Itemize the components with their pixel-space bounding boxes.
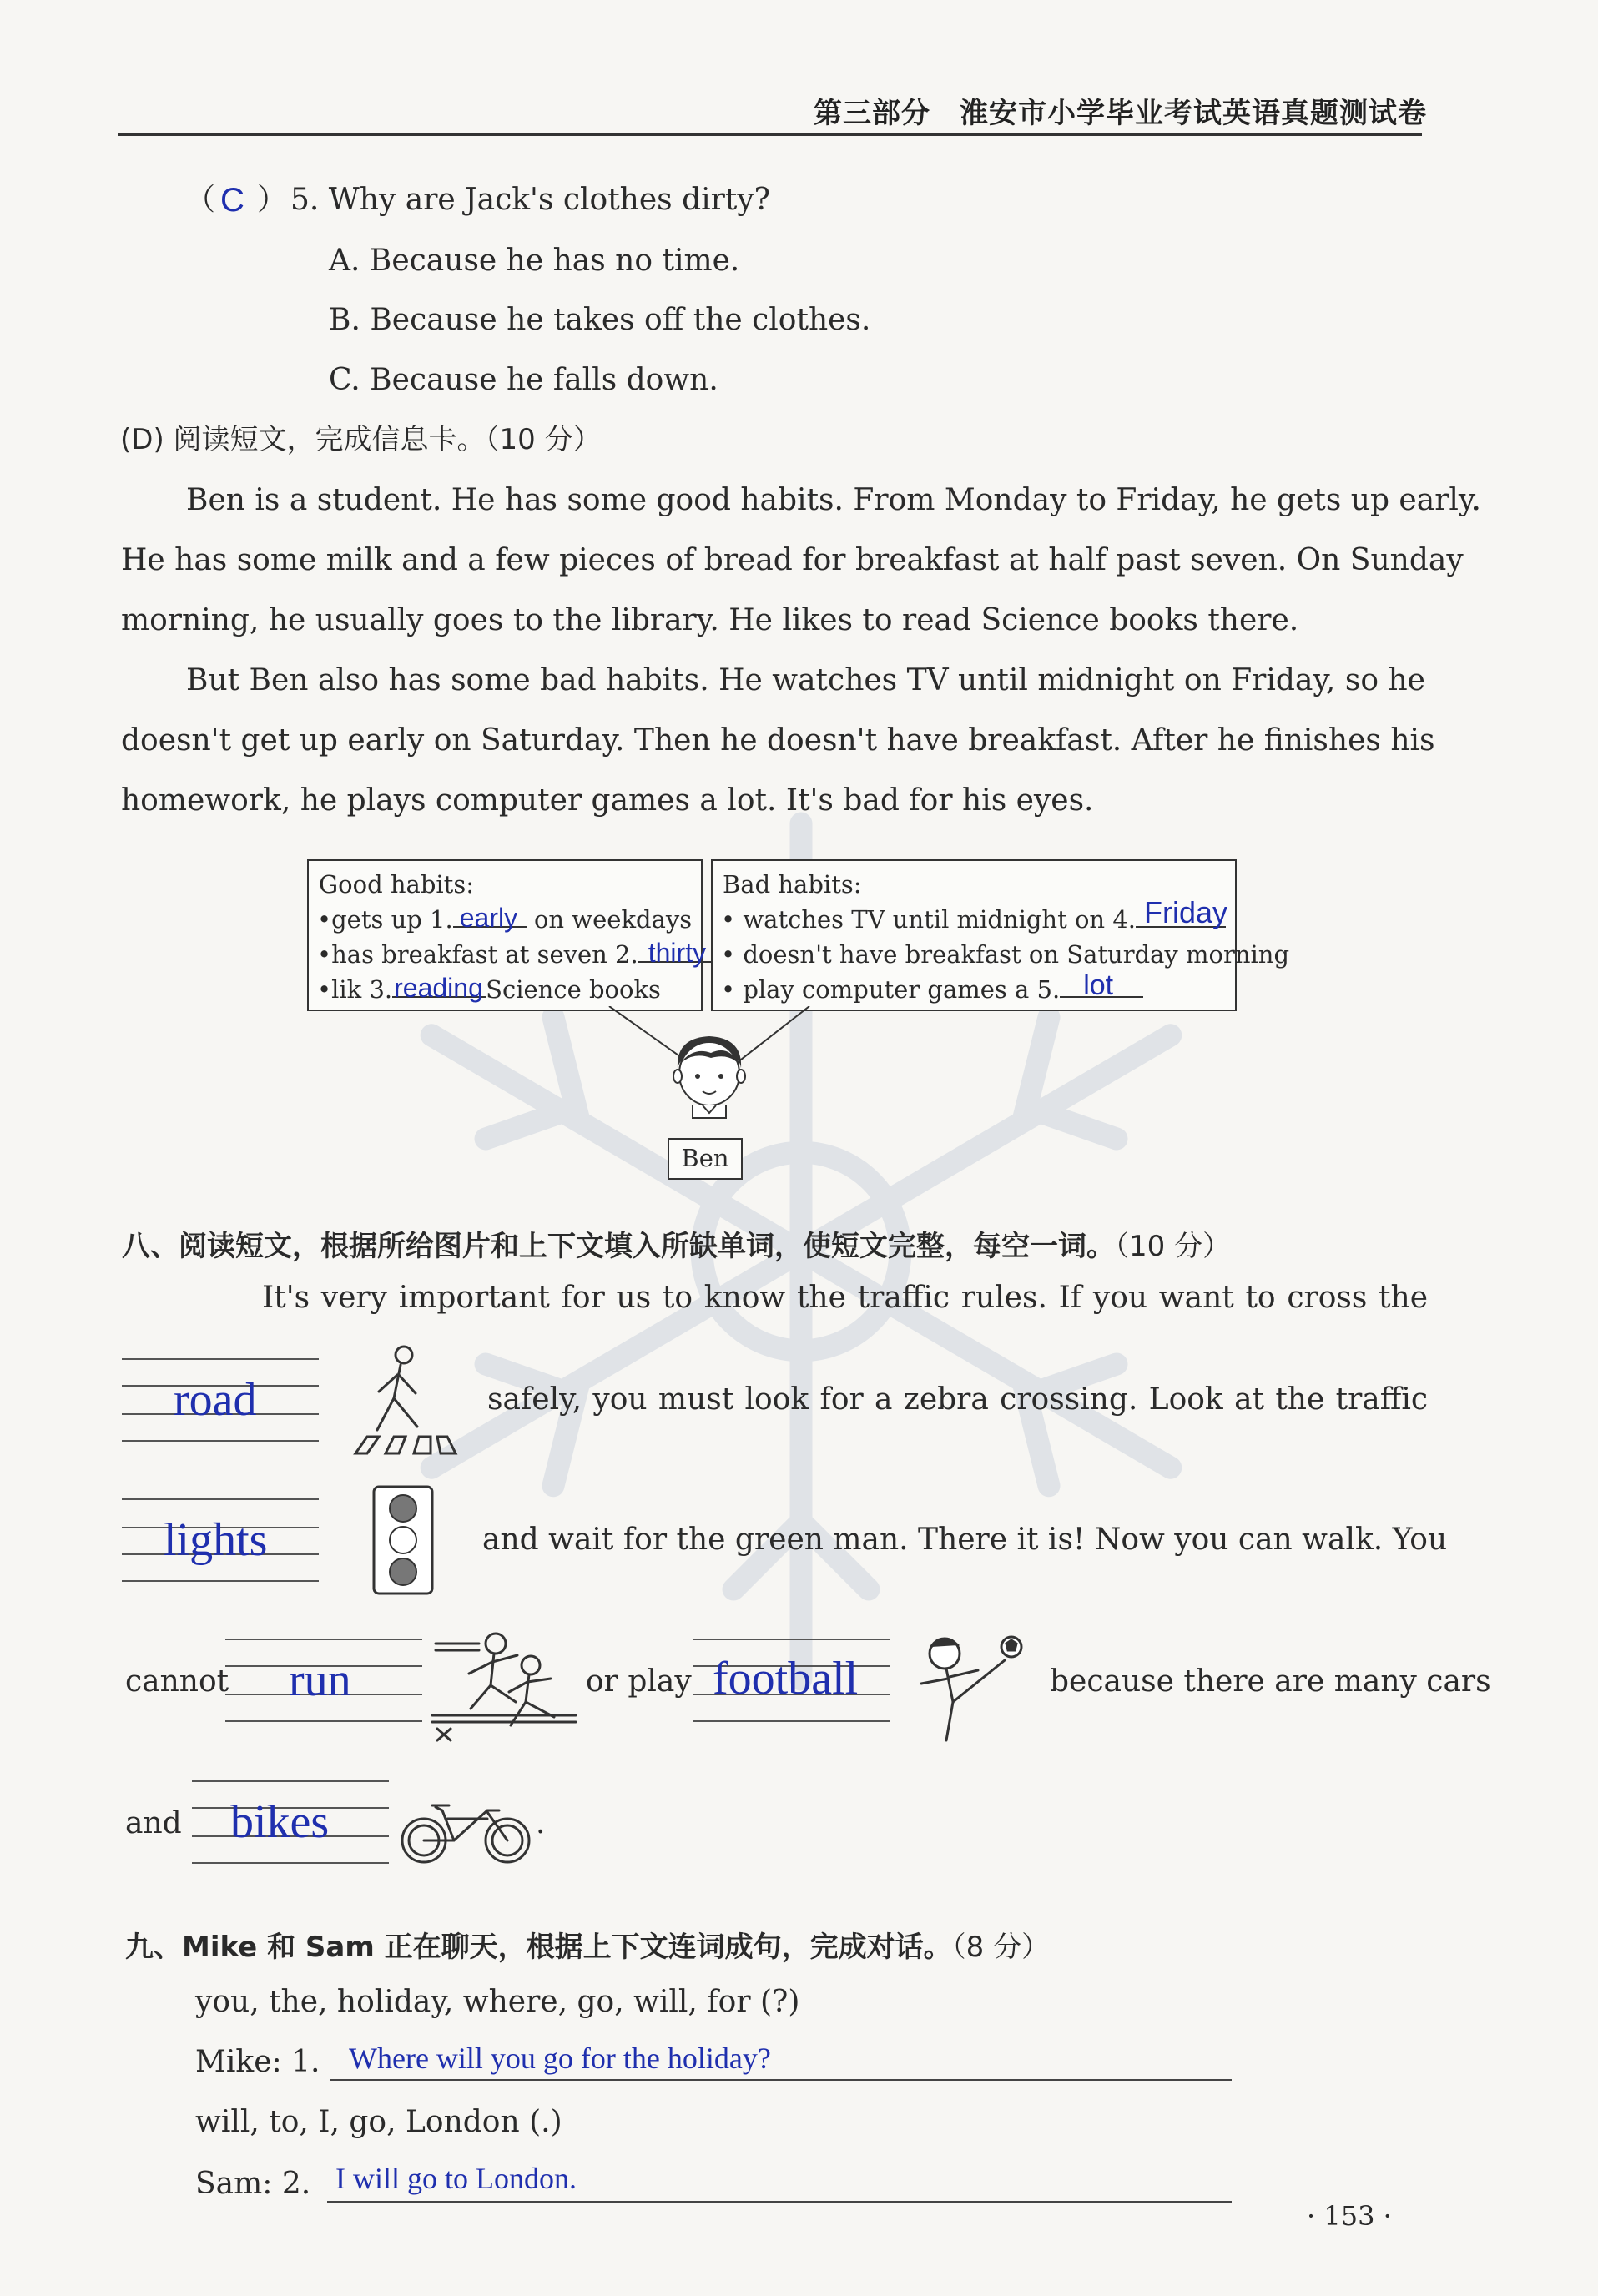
answer-football: football [713,1653,859,1704]
writing-line [122,1358,319,1360]
answer-3: reading [394,973,483,1003]
good-habit-line-1: •gets up 1. early on weekdays [317,903,693,934]
passage-line: homework, he plays computer games a lot. It's bad for his eyes. [121,783,1094,818]
answer-lights: lights [164,1514,268,1566]
boy-ben-icon [659,1028,759,1136]
bullet-icon: • [317,940,332,969]
bullet-icon: • [317,905,332,934]
ben-name-label: Ben [668,1138,743,1180]
bullet-icon: • [721,905,736,934]
section-8-title: 八、阅读短文，根据所给图片和上下文填入所缺单词，使短文完整，每空一词。（10 分） [122,1230,1232,1263]
section-d-title: (D) 阅读短文，完成信息卡。（10 分） [120,423,602,456]
writing-line [122,1440,319,1442]
section-8-line-2: safely, you must look for a zebra crossing. Look at the traffic [487,1382,1428,1417]
q5-option-b: B. Because he takes off the clothes. [329,303,871,337]
writing-line [192,1862,389,1864]
pedestrian-crossing-icon [339,1343,464,1460]
bullet-icon: • [721,940,736,969]
answer-1: early [459,903,518,933]
answer-line-2 [327,2201,1232,2203]
writing-line [192,1780,389,1782]
q5-answer: C [220,182,244,219]
good-habits-card [307,859,707,1011]
answer-bikes: bikes [230,1796,330,1848]
bad-habit-line-2: • doesn't have breakfast on Saturday morning [721,940,1290,969]
answer-road: road [174,1374,257,1426]
bullet-icon: • [317,975,332,1004]
answer-5: lot [1083,969,1114,1001]
section-d-passage [121,471,1481,831]
section-8-line-4: because there are many cars [1050,1664,1491,1699]
cannot-text: cannot [125,1664,229,1699]
sam-label: Sam: 2. [195,2167,311,2201]
q5-paren-open: （ [185,183,216,217]
section-8-line-3: and wait for the green man. There it is! Now you can walk. You [482,1523,1448,1557]
or-play-text: or play [586,1664,692,1699]
mike-label: Mike: 1. [195,2045,320,2079]
answer-sentence-2: I will go to London. [335,2162,577,2195]
bad-habits-title: Bad habits: [723,870,862,899]
header-rule [118,133,1422,136]
answer-2: thirty [648,938,707,968]
prompt-2: will, to, I, go, London (.) [195,2105,562,2139]
bad-habit-line-3: • play computer games a 5. lot [721,978,1143,1002]
writing-line [693,1720,890,1722]
writing-line [225,1639,422,1640]
bad-habit-line-1: • watches TV until midnight on 4. Friday [721,895,1228,934]
q5-option-a: A. Because he has no time. [329,244,740,278]
writing-line [225,1720,422,1722]
q5-option-c: C. Because he falls down. [329,363,718,397]
q5-stem: 5. Why are Jack's clothes dirty? [290,183,770,217]
prompt-1: you, the, holiday, where, go, will, for (?) [195,1985,800,2019]
period-text: . [536,1806,546,1840]
good-habit-line-3: •lik 3. reading Science books [317,973,661,1004]
good-habits-title: Good habits: [319,870,474,899]
passage-line: He has some milk and a few pieces of bread for breakfast at half past seven. On Sunday [121,543,1464,577]
passage-line: Ben is a student. He has some good habits. From Monday to Friday, he gets up early. [186,483,1481,517]
answer-line-1 [330,2079,1232,2081]
section-8-line-1: It's very important for us to know the traffic rules. If you want to cross the [262,1281,1428,1315]
answer-4: Friday [1143,895,1228,929]
page-header-title: 第三部分 淮安市小学毕业考试英语真题测试卷 [814,97,1427,130]
writing-line [122,1580,319,1582]
bicycle-icon [396,1792,537,1867]
and-text: and [125,1806,182,1840]
writing-line [693,1639,890,1640]
passage-line: morning, he usually goes to the library. He likes to read Science books there. [121,603,1299,637]
answer-sentence-1: Where will you go for the holiday? [349,2042,771,2075]
passage-line: But Ben also has some bad habits. He watches TV until midnight on Friday, so he [186,663,1425,697]
answer-run: run [289,1654,351,1706]
bullet-icon: • [721,975,736,1004]
boy-kicking-football-icon [901,1632,1031,1747]
traffic-light-icon [365,1483,441,1597]
q5-paren-close: ） [257,183,288,217]
page-number: · 153 · [1307,2200,1392,2232]
bad-habits-card [711,859,1290,1011]
passage-line: doesn't get up early on Saturday. Then he doesn't have breakfast. After he finishes his [121,723,1435,758]
writing-line [122,1498,319,1500]
section-9-title: 九、Mike 和 Sam 正在聊天，根据上下文连词成句，完成对话。（8 分） [125,1931,1051,1964]
good-habit-line-2: •has breakfast at seven 2. thirty [317,943,728,967]
children-running-icon [429,1622,579,1744]
